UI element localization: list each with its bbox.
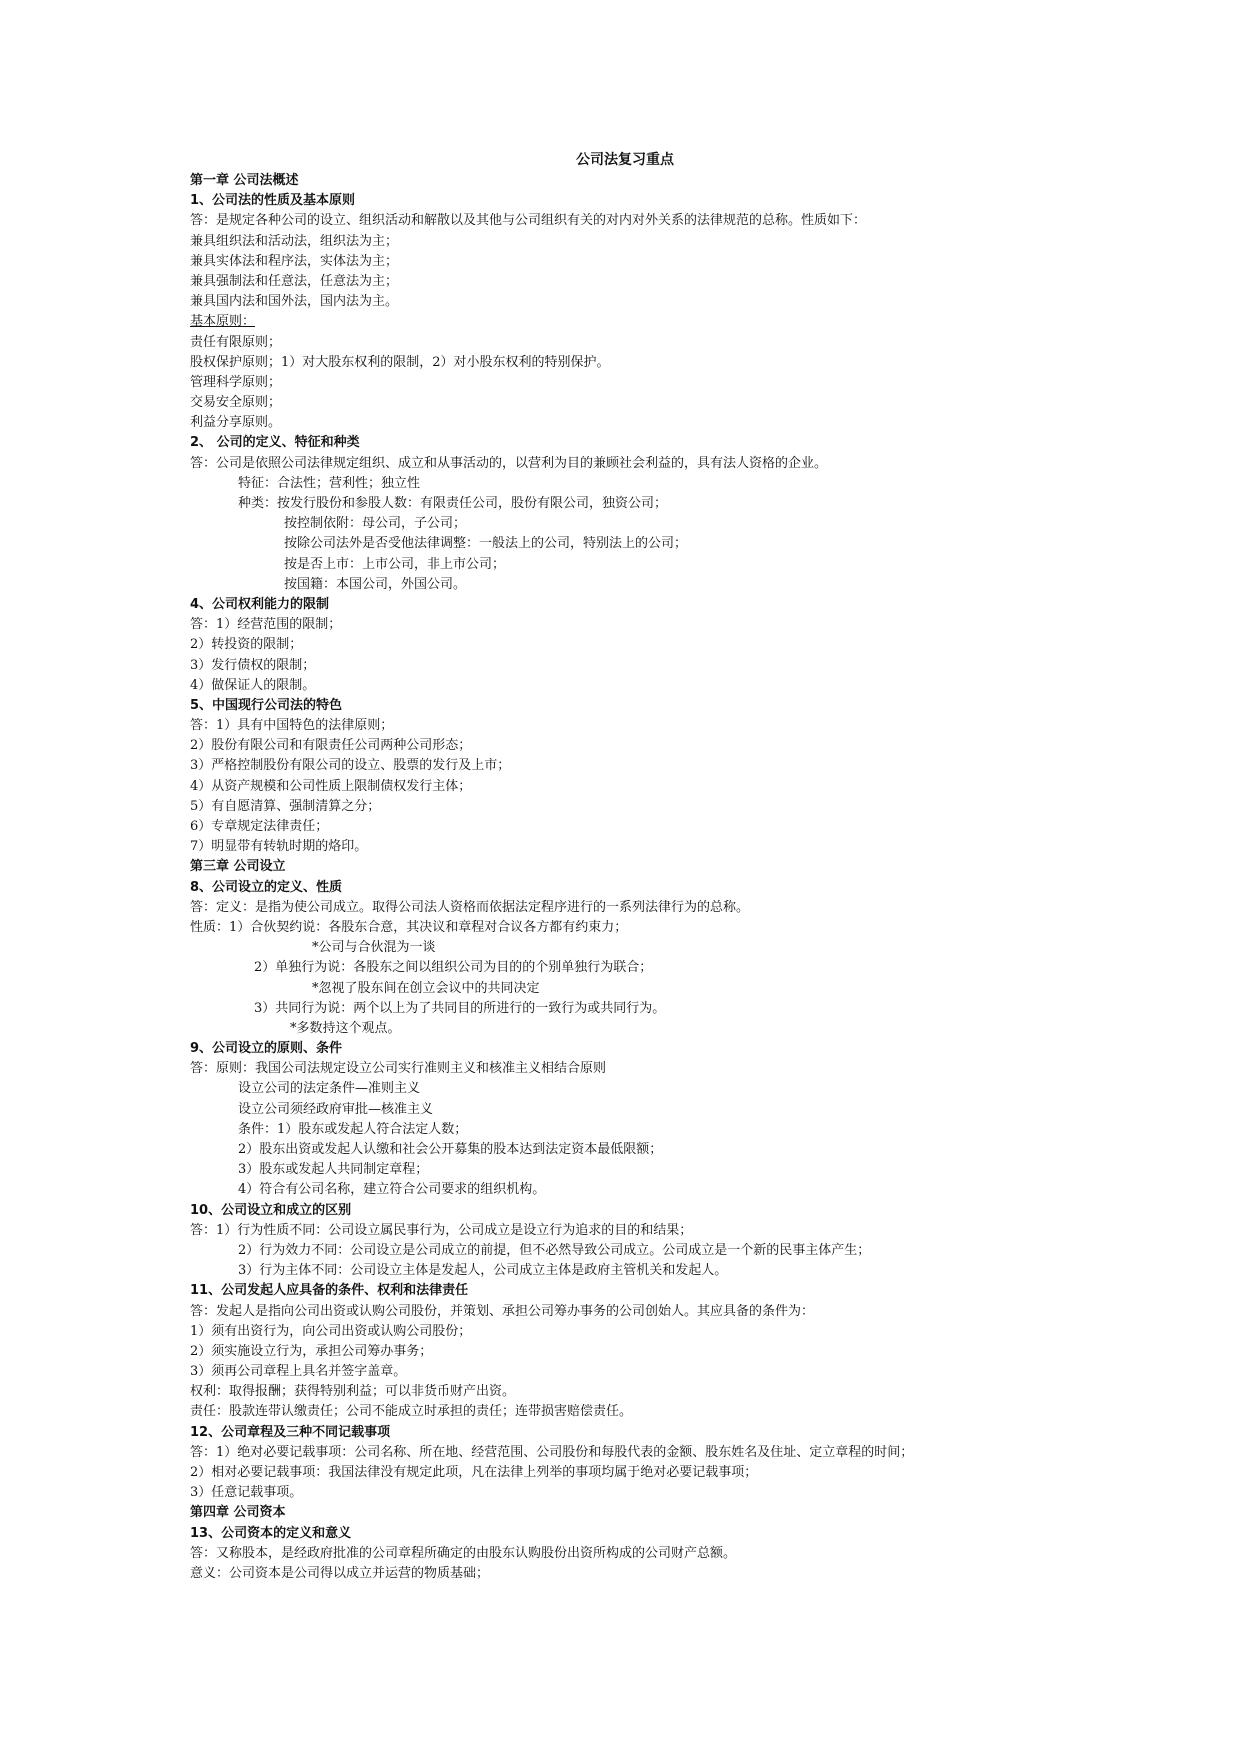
text-line: 责任：股款连带认缴责任；公司不能成立时承担的责任；连带损害赔偿责任。 — [190, 1404, 633, 1420]
document-body — [190, 171, 913, 1584]
section-heading: 12、公司章程及三种不同记载事项 — [190, 1424, 391, 1440]
text-line: 种类：按发行股份和参股人数：有限责任公司，股份有限公司，独资公司； — [238, 496, 668, 511]
document-title: 公司法复习重点 — [576, 152, 674, 168]
text-line: 答：1）行为性质不同：公司设立属民事行为，公司成立是设立行为追求的目的和结果； — [190, 1222, 693, 1238]
section-heading: 第一章 公司法概述 — [190, 173, 299, 188]
text-line: 基本原则： — [190, 314, 256, 330]
text-line: 设立公司须经政府审批—核准主义 — [238, 1101, 434, 1117]
text-line: 3）共同行为说：两个以上为了共同目的所进行的一致行为或共同行为。 — [254, 1000, 666, 1016]
text-line: 2）单独行为说：各股东之间以组织公司为目的的个别单独行为联合； — [254, 960, 653, 976]
text-line: 管理科学原则； — [190, 374, 282, 390]
text-line: 答：定义：是指为使公司成立。取得公司法人资格而依据法定程序进行的一系列法律行为的总称。 — [190, 899, 750, 915]
text-line: 3）严格控制股份有限公司的设立、股票的发行及上市； — [190, 758, 511, 774]
text-line: 设立公司的法定条件—准则主义 — [238, 1081, 421, 1097]
section-heading: 1、公司法的性质及基本原则 — [190, 193, 356, 209]
text-line: 权利：取得报酬；获得特别利益；可以非货币财产出资。 — [190, 1384, 516, 1400]
text-line: 按国籍：本国公司，外国公司。 — [284, 576, 467, 592]
section-heading: 11、公司发起人应具备的条件、权利和法律责任 — [190, 1283, 469, 1299]
text-line: 股权保护原则；1）对大股东权利的限制，2）对小股东权利的特别保护。 — [190, 354, 610, 370]
text-line: 答：原则：我国公司法规定设立公司实行准则主义和核准主义相结合原则 — [190, 1061, 607, 1077]
section-heading: 10、公司设立和成立的区别 — [190, 1202, 352, 1218]
text-line: 2）股份有限公司和有限责任公司两种公司形态； — [190, 738, 472, 754]
text-line: 按是否上市：上市公司，非上市公司； — [284, 556, 506, 572]
text-line: 2）股东出资或发起人认缴和社会公开募集的股本达到法定资本最低限额； — [238, 1142, 663, 1157]
text-line: 特征：合法性；营利性；独立性 — [238, 475, 421, 491]
text-line: 3）行为主体不同：公司设立主体是发起人，公司成立主体是政府主管机关和发起人。 — [238, 1263, 728, 1279]
text-line: 答：1）具有中国特色的法律原则； — [190, 718, 394, 734]
text-line: 1）须有出资行为，向公司出资或认购公司股份； — [190, 1323, 472, 1339]
section-heading: 5、中国现行公司法的特色 — [190, 697, 343, 713]
text-line: 3）须再公司章程上具名并签字盖章。 — [190, 1364, 407, 1380]
text-line: 答：又称股本，是经政府批准的公司章程所确定的由股东认购股份出资所构成的公司财产总额。 — [190, 1545, 737, 1561]
text-line: 条件：1）股东或发起人符合法定人数； — [238, 1121, 468, 1137]
text-line: 2）行为效力不同：公司设立是公司成立的前提，但不必然导致公司成立。公司成立是一个新的民事主体产生； — [238, 1242, 871, 1258]
text-line: 4）做保证人的限制。 — [190, 677, 316, 693]
section-heading: 第三章 公司设立 — [190, 859, 286, 875]
text-line: *公司与合伙混为一谈 — [312, 940, 436, 956]
text-line: 答：1）绝对必要记载事项：公司名称、所在地、经营范围、公司股份和每股代表的金额、股东姓名及住址、定立章程的时间； — [190, 1444, 914, 1460]
text-line: 2）相对必要记载事项：我国法律没有规定此项，凡在法律上列举的事项均属于绝对必要记载事项； — [190, 1465, 758, 1480]
text-line: *忽视了股东间在创立会议中的共同决定 — [312, 980, 540, 996]
text-line: 意义：公司资本是公司得以成立并运营的物质基础； — [190, 1565, 490, 1581]
text-line: 2）须实施设立行为，承担公司筹办事务； — [190, 1343, 433, 1359]
section-heading: 第四章 公司资本 — [190, 1505, 286, 1521]
text-line: 4）从资产规模和公司性质上限制债权发行主体； — [190, 778, 472, 794]
text-line: 兼具强制法和任意法，任意法为主； — [190, 273, 399, 289]
text-line: 答：公司是依照公司法律规定组织、成立和从事活动的，以营利为目的兼顾社会利益的，具有法人资格的企业。 — [190, 455, 828, 471]
text-line: 4）符合有公司名称，建立符合公司要求的组织机构。 — [238, 1182, 546, 1198]
text-line: 5）有自愿清算、强制清算之分； — [190, 798, 381, 814]
text-line: 交易安全原则； — [190, 395, 282, 411]
text-line: 3）股东或发起人共同制定章程； — [238, 1162, 429, 1178]
text-line: 答：1）经营范围的限制； — [190, 617, 342, 633]
text-line: *多数持这个观点。 — [290, 1020, 401, 1036]
text-line: 按除公司法外是否受他法律调整：一般法上的公司，特别法上的公司； — [284, 536, 688, 552]
text-line: 兼具实体法和程序法，实体法为主； — [190, 253, 399, 269]
text-line: 按控制依附：母公司，子公司； — [284, 516, 467, 532]
text-line: 兼具组织法和活动法，组织法为主； — [190, 233, 399, 249]
text-line: 6）专章规定法律责任； — [190, 819, 329, 834]
section-heading: 8、公司设立的定义、性质 — [190, 879, 343, 895]
text-line: 2）转投资的限制； — [190, 637, 303, 653]
text-line: 3）任意记载事项。 — [190, 1485, 303, 1501]
section-heading: 13、公司资本的定义和意义 — [190, 1525, 352, 1541]
section-heading: 2、 公司的定义、特征和种类 — [190, 435, 360, 451]
text-line: 答：发起人是指向公司出资或认购公司股份，并策划、承担公司筹办事务的公司创始人。其应具备的条件为： — [190, 1303, 815, 1319]
text-line: 利益分享原则。 — [190, 415, 282, 431]
text-line: 答：是规定各种公司的设立、组织活动和解散以及其他与公司组织有关的对内对外关系的法律规范的总称。性质如下： — [190, 213, 867, 229]
text-line: 责任有限原则； — [190, 334, 282, 350]
text-line: 3）发行债权的限制； — [190, 657, 316, 673]
section-heading: 9、公司设立的原则、条件 — [190, 1041, 343, 1057]
section-heading: 4、公司权利能力的限制 — [190, 596, 330, 612]
text-line: 7）明显带有转轨时期的烙印。 — [190, 839, 368, 855]
text-line: 兼具国内法和国外法，国内法为主。 — [190, 294, 399, 310]
text-line: 性质：1）合伙契约说：各股东合意，其决议和章程对合议各方都有约束力； — [190, 919, 628, 935]
